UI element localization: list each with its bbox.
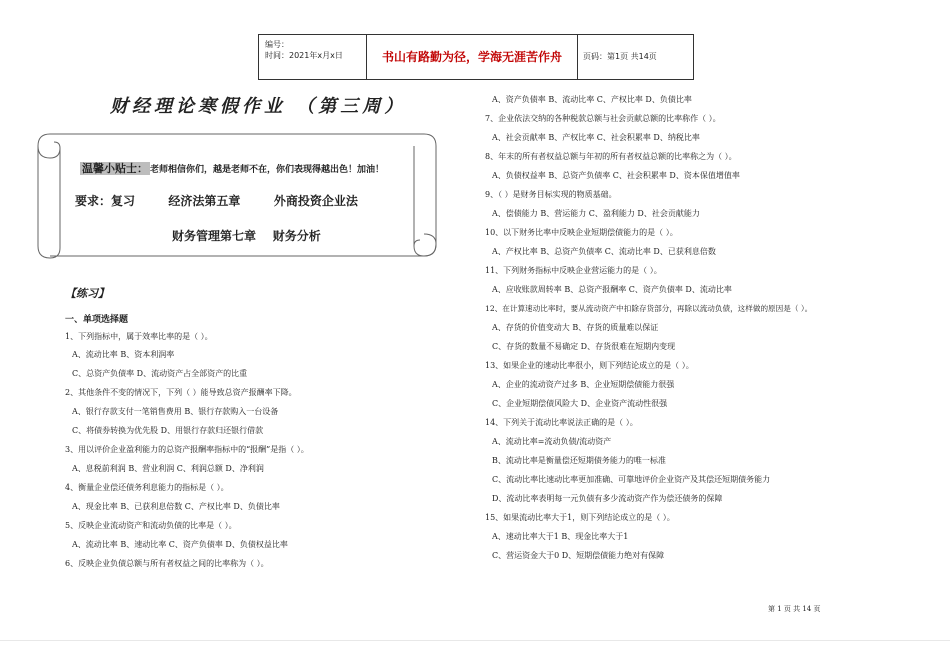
option-line: C、营运资金大于0 D、短期偿债能力绝对有保障 [492,551,665,560]
question-line: 3、用以评价企业盈利能力的总资产报酬率指标中的“报酬”是指（ ）。 [65,445,309,454]
requirement-line-1: 要求：复习 经济法第五章 外商投资企业法 [75,194,358,208]
option-line: A、流动比率=流动负债/流动资产 [492,437,612,446]
option-line: C、存货的数量不易确定 D、存货很难在短期内变现 [492,342,676,351]
page-footer: 第 1 页 共 14 页 [768,605,821,613]
requirement-line-2: 财务管理第七章 财务分析 [172,229,321,243]
question-line: 9、（ ）是财务目标实现的物质基础。 [485,190,617,199]
question-line: 1、下列指标中，属于效率比率的是（ ）。 [65,332,213,341]
option-line: D、流动比率表明每一元负债有多少流动资产作为偿还债务的保障 [492,494,723,503]
doc-date-label: 时间：2021年x月x日 [265,51,343,60]
option-line: A、资产负债率 B、流动比率 C、产权比率 D、负债比率 [492,95,692,104]
question-line: 2、其他条件不变的情况下，下列（ ）能导致总资产报酬率下降。 [65,388,297,397]
document-header [258,34,694,80]
tip-value: 老师相信你们，越是老师不在，你们表现得越出色！加油！ [150,165,385,175]
header-page-label: 页码：第1页 共14页 [583,52,657,61]
option-line: A、负债权益率 B、总资产负债率 C、社会积累率 D、资本保值增值率 [492,171,740,180]
option-line: A、银行存款支付一笔销售费用 B、银行存款购入一台设备 [72,407,279,416]
page-title: 财经理论寒假作业 （第三周） [110,96,407,117]
question-line: 12、在计算速动比率时，要从流动资产中扣除存货部分，再除以流动负债，这样做的原因是（ ）。 [485,304,813,313]
question-line: 14、下列关于流动比率说法正确的是（ ）。 [485,418,638,427]
option-line: C、将债券转换为优先股 D、用银行存款归还银行借款 [72,426,264,435]
option-line: C、企业短期偿债风险大 D、企业资产流动性很强 [492,399,668,408]
option-line: A、流动比率 B、资本利润率 [72,350,175,359]
option-line: A、流动比率 B、速动比率 C、资产负债率 D、负债权益比率 [72,540,288,549]
question-line: 7、企业依法交纳的各种税款总额与社会贡献总额的比率称作（ ）。 [485,114,721,123]
question-line: 11、下列财务指标中反映企业营运能力的是（ ）。 [485,266,662,275]
option-line: A、产权比率 B、总资产负债率 C、流动比率 D、已获利息倍数 [492,247,716,256]
question-line: 5、反映企业流动资产和流动负债的比率是（ ）。 [65,521,237,530]
header-motto: 书山有路勤为径，学海无涯苦作舟 [367,35,578,79]
option-line: A、现金比率 B、已获利息倍数 C、产权比率 D、负债比率 [72,502,280,511]
option-line: A、应收账款周转率 B、总资产报酬率 C、资产负债率 D、流动比率 [492,285,732,294]
question-line: 8、年末的所有者权益总额与年初的所有者权益总额的比率称之为（ ）。 [485,152,737,161]
section-label: 一、单项选择题 [65,315,129,325]
question-line: 13、如果企业的速动比率很小，则下列结论成立的是（ ）。 [485,361,694,370]
doc-number-label: 编号： [265,40,289,49]
question-line: 6、反映企业负债总额与所有者权益之间的比率称为（ ）。 [65,559,269,568]
option-line: A、速动比率大于1 B、现金比率大于1 [492,532,629,541]
tip-line [80,160,430,178]
option-line: A、企业的流动资产过多 B、企业短期偿债能力很强 [492,380,675,389]
option-line: C、流动比率比速动比率更加准确、可靠地评价企业资产及其偿还短期债务能力 [492,475,771,484]
question-line: 10、以下财务比率中反映企业短期偿债能力的是（ ）。 [485,228,678,237]
option-line: A、存货的价值变动大 B、存货的质量难以保证 [492,323,659,332]
option-line: C、总资产负债率 D、流动资产占全部资产的比重 [72,369,248,378]
option-line: B、流动比率是衡量偿还短期债务能力的唯一标准 [492,456,666,465]
page-divider [0,640,950,641]
practice-label: 【练习】 [65,287,109,300]
option-line: A、社会贡献率 B、产权比率 C、社会积累率 D、纳税比率 [492,133,700,142]
option-line: A、偿债能力 B、营运能力 C、盈利能力 D、社会贡献能力 [492,209,700,218]
question-line: 4、衡量企业偿还债务利息能力的指标是（ ）。 [65,483,229,492]
header-info-cell [259,35,367,79]
question-line: 15、如果流动比率大于1，则下列结论成立的是（ ）。 [485,513,675,522]
option-line: A、息税前利润 B、营业利润 C、利润总额 D、净利润 [72,464,264,473]
tip-key: 温馨小贴士： [82,162,148,175]
